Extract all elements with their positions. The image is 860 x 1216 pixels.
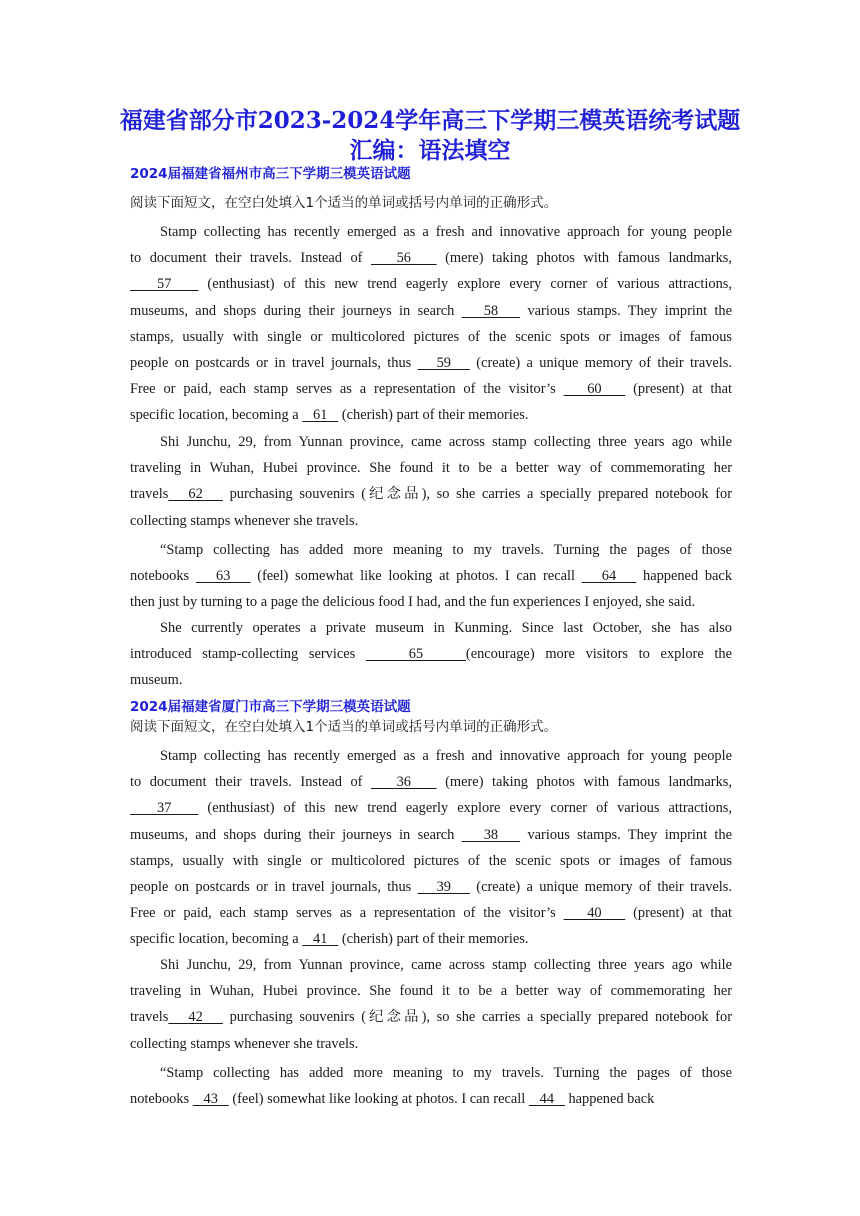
passage-line: travels 42 purchasing souvenirs (纪念品), so she carries a specially prepared notebook for (130, 1009, 732, 1026)
passage-paragraph (130, 537, 732, 616)
passage-line: stamps, usually with single or multicolored pictures of the scenic spots or images of famous (130, 852, 732, 869)
answer-blank[interactable]: 56 (371, 250, 437, 267)
passage-paragraph (130, 615, 732, 694)
answer-blank[interactable]: 62 (168, 486, 223, 503)
passage-line: “Stamp collecting has added more meaning to my travels. Turning the pages of those (160, 542, 732, 558)
document-title: 福建省部分市2023-2024学年高三下学期三模英语统考试题 (119, 107, 741, 134)
answer-blank[interactable]: 37 (130, 800, 199, 817)
passage-line: Free or paid, each stamp serves as a representation of the visitor’s 40 (present) at that (130, 905, 732, 922)
passage-line: traveling in Wuhan, Hubei province. She found it to be a better way of commemorating her (130, 983, 732, 1000)
passage-line: 57 (enthusiast) of this new trend eagerly explore every corner of various attractions, (130, 276, 732, 293)
passage-line: Shi Junchu, 29, from Yunnan province, came across stamp collecting three years ago while (160, 434, 732, 450)
document-subtitle: 汇编：语法填空 (349, 137, 511, 164)
passage-line: stamps, usually with single or multicolored pictures of the scenic spots or images of famous (130, 328, 732, 345)
passage-line: 37 (enthusiast) of this new trend eagerly explore every corner of various attractions, (130, 800, 732, 817)
passage-line: to document their travels. Instead of 56 (mere) taking photos with famous landmarks, (130, 250, 732, 267)
passage-line: Shi Junchu, 29, from Yunnan province, came across stamp collecting three years ago while (160, 957, 732, 973)
answer-blank[interactable]: 44 (528, 1091, 565, 1108)
section-heading: 2024届福建省厦门市高三下学期三模英语试题 (130, 699, 411, 715)
passage-line: Free or paid, each stamp serves as a representation of the visitor’s 60 (present) at that (130, 381, 732, 398)
passage-paragraph (130, 429, 732, 534)
passage-line: specific location, becoming a 41 (cherish) part of their memories. (130, 931, 529, 948)
passage-line: then just by turning to a page the delicious food I had, and the fun experiences I enjoyed, she said. (130, 594, 696, 611)
section-instruction: 阅读下面短文，在空白处填入1个适当的单词或括号内单词的正确形式。 (130, 195, 558, 211)
passage-line: travels 62 purchasing souvenirs (纪念品), so she carries a specially prepared notebook for (130, 486, 732, 503)
passage-paragraph (130, 1060, 732, 1112)
passage-line: introduced stamp-collecting services 65 (encourage) more visitors to explore the (130, 646, 732, 663)
passage-line: collecting stamps whenever she travels. (130, 1035, 359, 1052)
section-heading: 2024届福建省福州市高三下学期三模英语试题 (130, 166, 411, 182)
passage-line: notebooks 43 (feel) somewhat like looking at photos. I can recall 44 happened back (130, 1091, 655, 1108)
answer-blank[interactable]: 58 (461, 302, 521, 319)
passage-paragraph (130, 219, 732, 429)
answer-blank[interactable]: 59 (417, 355, 470, 372)
passage-line: collecting stamps whenever she travels. (130, 512, 359, 529)
answer-blank[interactable]: 65 (365, 646, 466, 663)
passage-line: She currently operates a private museum in Kunming. Since last October, she has also (160, 620, 732, 636)
answer-blank[interactable]: 40 (563, 905, 626, 922)
section-instruction: 阅读下面短文，在空白处填入1个适当的单词或括号内单词的正确形式。 (130, 719, 558, 735)
passage-line: to document their travels. Instead of 36 (mere) taking photos with famous landmarks, (130, 774, 732, 791)
answer-blank[interactable]: 64 (581, 568, 637, 585)
passage-line: Stamp collecting has recently emerged as a fresh and innovative approach for young people (160, 224, 732, 240)
passage-line: museums, and shops during their journeys in search 58 various stamps. They imprint the (130, 302, 732, 319)
answer-blank[interactable]: 63 (195, 568, 251, 585)
answer-blank[interactable]: 39 (417, 879, 470, 896)
passage-line: Stamp collecting has recently emerged as a fresh and innovative approach for young people (160, 748, 732, 764)
answer-blank[interactable]: 61 (302, 407, 339, 424)
answer-blank[interactable]: 41 (302, 931, 339, 948)
passage-line: specific location, becoming a 61 (cherish) part of their memories. (130, 407, 529, 424)
answer-blank[interactable]: 36 (371, 774, 437, 791)
answer-blank[interactable]: 38 (461, 826, 521, 843)
answer-blank[interactable]: 42 (168, 1009, 223, 1026)
passage-paragraph (130, 743, 732, 953)
passage-line: notebooks 63 (feel) somewhat like looking at photos. I can recall 64 happened back (130, 568, 733, 585)
passage-line: “Stamp collecting has added more meaning to my travels. Turning the pages of those (160, 1065, 732, 1081)
answer-blank[interactable]: 60 (563, 381, 626, 398)
passage-line: people on postcards or in travel journals, thus 59 (create) a unique memory of their travels. (130, 355, 733, 372)
answer-blank[interactable]: 43 (192, 1091, 229, 1108)
passage-line: people on postcards or in travel journals, thus 39 (create) a unique memory of their travels. (130, 879, 733, 896)
answer-blank[interactable]: 57 (130, 276, 199, 293)
passage-line: traveling in Wuhan, Hubei province. She found it to be a better way of commemorating her (130, 460, 732, 477)
passage-paragraph (130, 952, 732, 1057)
passage-line: museum. (130, 672, 183, 689)
passage-line: museums, and shops during their journeys in search 38 various stamps. They imprint the (130, 826, 732, 843)
